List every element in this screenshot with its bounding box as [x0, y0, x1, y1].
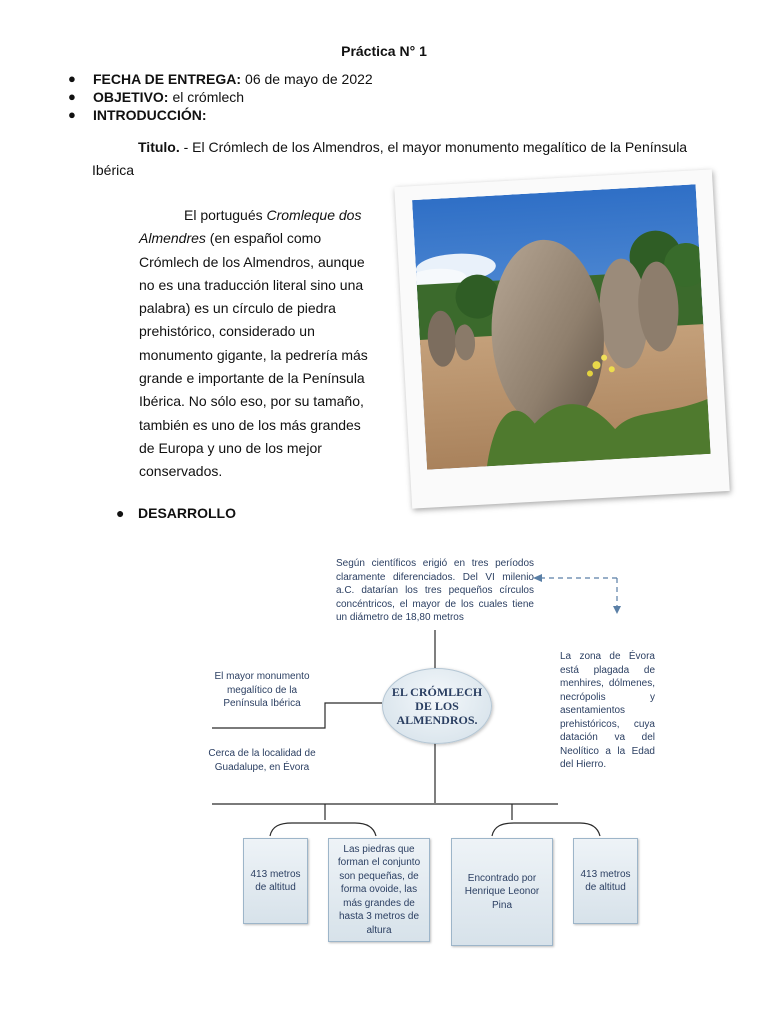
intro-italic: Cromleque dos Almendres — [139, 207, 362, 247]
box-label: Encontrado por Henrique Leonor Pina — [464, 872, 540, 911]
bullet-icon: ● — [68, 71, 76, 86]
bullet-fecha — [68, 70, 373, 88]
box-label: 413 metros de altitud — [250, 868, 301, 893]
diagram-left-bottom-note: Cerca de la localidad de Guadalupe, en Évora — [208, 748, 316, 773]
diagram-center-label: EL CRÓMLECH DE LOS ALMENDROS. — [391, 685, 483, 727]
intro-before: El portugués — [184, 207, 267, 223]
cromlech-photo — [412, 184, 711, 469]
page-title: Práctica N° 1 — [341, 43, 427, 59]
bullet-label: OBJETIVO: — [93, 89, 169, 105]
bullet-label: INTRODUCCIÓN: — [93, 107, 207, 123]
diagram-box-altitud-left — [243, 838, 308, 924]
diagram-box-piedras — [328, 838, 430, 942]
bullet-objetivo — [68, 88, 373, 106]
intro-after: (en español como Crómlech de los Almendros, aunque no es una traducción literal sino una palabra) es un círculo de piedra prehistórico, considerado un monumento gigante, la pedrería más grande e importante de la Península Ibérica. No sólo eso, por su tamaño, también es uno de los más grandes de Europa y uno de los mejor conservados. — [139, 230, 368, 480]
diagram-left-top-note: El mayor monumento megalítico de la Península Ibérica — [214, 671, 310, 709]
bullet-value: el crómlech — [172, 89, 245, 105]
header-bullets — [68, 70, 373, 124]
section-label: DESARROLLO — [138, 505, 236, 521]
diagram-right-note: La zona de Évora está plagada de menhires, dólmenes, necrópolis y asentamientos prehistóricos, cuya datación va del Neolítico a la Edad del Hierro. — [560, 651, 655, 770]
section-desarrollo — [116, 505, 236, 521]
diagram-box-altitud-right — [573, 838, 638, 924]
intro-paragraph — [139, 204, 379, 484]
diagram-top-note: Según científicos erigió en tres períodos claramente diferenciados. Del VI milenio a.C. datarían los tres pequeños círculos concéntricos, el mayor de los cuales tiene un diámetro de 18,80 metros — [336, 558, 534, 623]
bullet-icon: ● — [68, 89, 76, 104]
bullet-icon: ● — [116, 505, 125, 521]
box-label: Las piedras que forman el conjunto son pequeñas, de forma ovoide, las más grandes de hasta 3 metros de altura — [337, 843, 421, 936]
titulo-label: Titulo. — [138, 139, 180, 155]
photo-frame — [394, 169, 729, 508]
diagram-center-node — [382, 668, 492, 744]
bullet-value: 06 de mayo de 2022 — [245, 71, 373, 87]
bullet-label: FECHA DE ENTREGA: — [93, 71, 242, 87]
bullet-introduccion — [68, 106, 373, 124]
bullet-icon: ● — [68, 107, 76, 122]
titulo-text: - El Crómlech de los Almendros, el mayor monumento megalítico de la Península Ibérica — [92, 139, 688, 178]
box-label: 413 metros de altitud — [580, 868, 631, 893]
diagram-box-encontrado — [451, 838, 553, 946]
